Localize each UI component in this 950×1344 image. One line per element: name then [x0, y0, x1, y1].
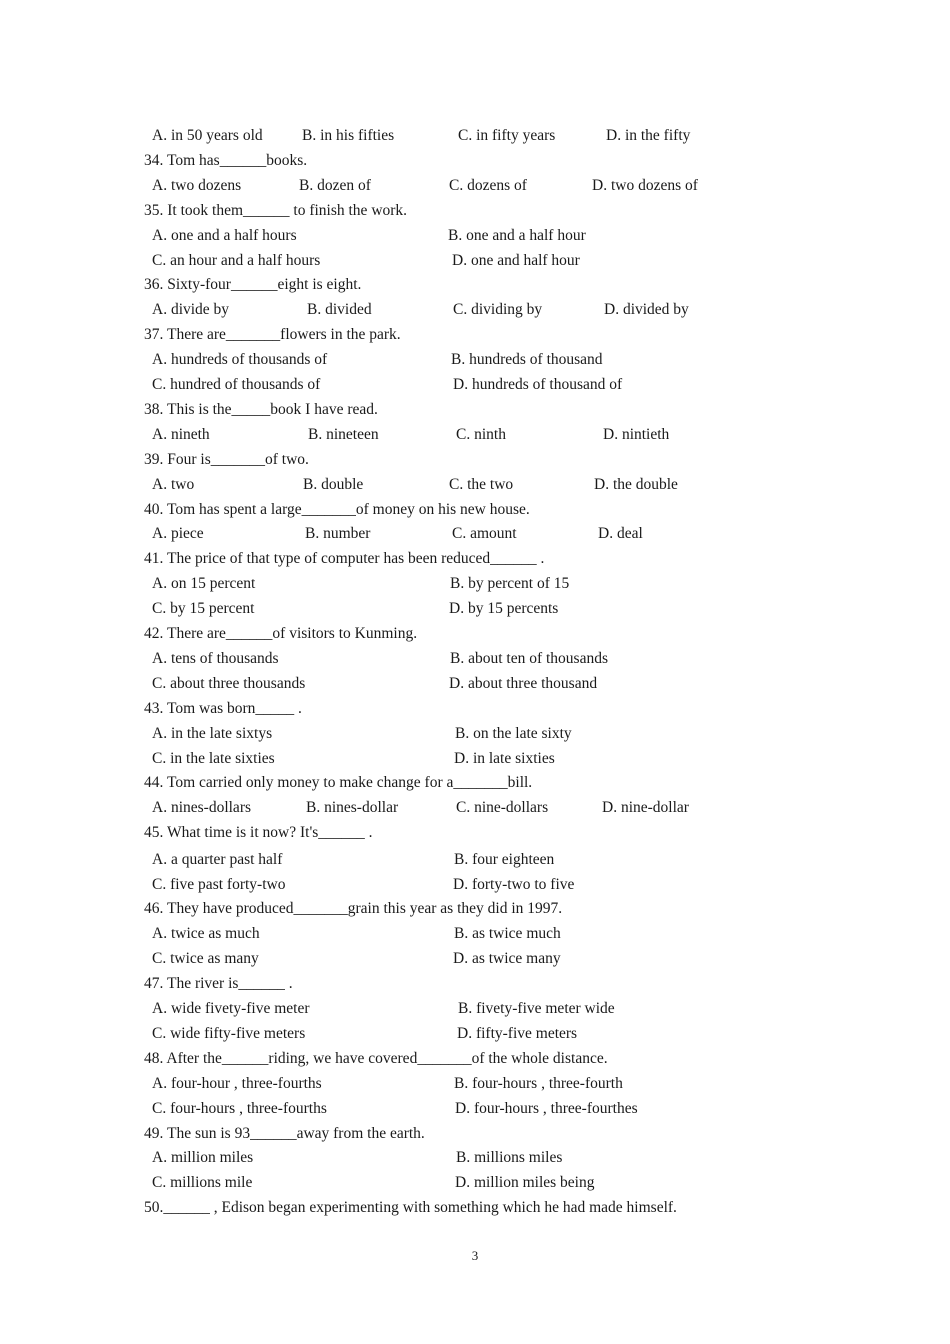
- answer-option: A. nineth: [152, 426, 210, 443]
- answer-option: B. double: [303, 476, 364, 493]
- answer-option: A. in the late sixtys: [152, 725, 273, 742]
- option-row: [0, 1146, 950, 1170]
- option-row: [0, 647, 950, 671]
- answer-option: A. nines-dollars: [152, 799, 252, 816]
- option-row: [0, 522, 950, 546]
- answer-option: C. dozens of: [449, 177, 527, 194]
- option-row: [0, 1072, 950, 1096]
- option-row: [0, 124, 950, 148]
- answer-option: C. dividing by: [453, 301, 543, 318]
- answer-option: D. forty-two to five: [453, 876, 575, 893]
- answer-option: B. millions miles: [456, 1149, 563, 1166]
- option-row: [0, 722, 950, 746]
- question-stem: 46. They have produced_______grain this year as they did in 1997.: [144, 900, 563, 917]
- answer-option: D. nine-dollar: [602, 799, 689, 816]
- answer-option: B. fivety-five meter wide: [458, 1000, 615, 1017]
- option-row: [0, 348, 950, 372]
- option-row: [0, 873, 950, 897]
- answer-option: A. divide by: [152, 301, 230, 318]
- answer-option: C. five past forty-two: [152, 876, 286, 893]
- answer-option: C. four-hours , three-fourths: [152, 1100, 327, 1117]
- question-stem: 38. This is the_____book I have read.: [144, 401, 378, 418]
- option-row: [0, 174, 950, 198]
- answer-option: C. nine-dollars: [456, 799, 549, 816]
- question-stem: 49. The sun is 93______away from the earth.: [144, 1125, 425, 1142]
- question-stem: 40. Tom has spent a large_______of money on his new house.: [144, 501, 530, 518]
- answer-option: B. hundreds of thousand: [451, 351, 603, 368]
- answer-option: D. in late sixties: [454, 750, 555, 767]
- answer-option: A. in 50 years old: [152, 127, 263, 144]
- option-row: [0, 473, 950, 497]
- question-stem: 45. What time is it now? It's______ .: [144, 824, 373, 841]
- answer-option: D. hundreds of thousand of: [453, 376, 623, 393]
- question-stem: 50.______ , Edison began experimenting with something which he had made himself.: [144, 1199, 677, 1216]
- answer-option: C. in the late sixties: [152, 750, 275, 767]
- answer-option: C. ninth: [456, 426, 506, 443]
- question-stem: 41. The price of that type of computer has been reduced______ .: [144, 550, 545, 567]
- answer-option: B. divided: [307, 301, 372, 318]
- option-row: [0, 747, 950, 771]
- answer-option: A. twice as much: [152, 925, 260, 942]
- page-number: 3: [471, 1248, 479, 1263]
- answer-option: B. dozen of: [299, 177, 371, 194]
- option-row: [0, 848, 950, 872]
- option-row: [0, 947, 950, 971]
- option-row: [0, 1171, 950, 1195]
- answer-option: D. in the fifty: [606, 127, 691, 144]
- answer-option: D. million miles being: [455, 1174, 595, 1191]
- answer-option: A. wide fivety-five meter: [152, 1000, 310, 1017]
- option-row: [0, 423, 950, 447]
- answer-option: D. four-hours , three-fourthes: [455, 1100, 638, 1117]
- answer-option: A. one and a half hours: [152, 227, 297, 244]
- question-stem: 37. There are_______flowers in the park.: [144, 326, 401, 343]
- question-stem: 36. Sixty-four______eight is eight.: [144, 276, 362, 293]
- question-stem: 44. Tom carried only money to make change for a_______bill.: [144, 774, 533, 791]
- option-row: [0, 597, 950, 621]
- answer-option: B. on the late sixty: [455, 725, 572, 742]
- answer-option: C. twice as many: [152, 950, 259, 967]
- answer-option: C. about three thousands: [152, 675, 306, 692]
- answer-option: B. one and a half hour: [448, 227, 586, 244]
- question-stem: 43. Tom was born_____ .: [144, 700, 302, 717]
- question-stem: 47. The river is______ .: [144, 975, 293, 992]
- answer-option: A. hundreds of thousands of: [152, 351, 328, 368]
- answer-option: D. the double: [594, 476, 678, 493]
- answer-option: A. tens of thousands: [152, 650, 279, 667]
- answer-option: A. two: [152, 476, 195, 493]
- option-row: [0, 373, 950, 397]
- option-row: [0, 672, 950, 696]
- option-row: [0, 922, 950, 946]
- question-stem: 34. Tom has______books.: [144, 152, 308, 169]
- answer-option: D. about three thousand: [449, 675, 598, 692]
- option-row: [0, 572, 950, 596]
- answer-option: D. nintieth: [603, 426, 670, 443]
- answer-option: B. by percent of 15: [450, 575, 570, 592]
- answer-option: B. nines-dollar: [306, 799, 399, 816]
- option-row: [0, 997, 950, 1021]
- answer-option: C. wide fifty-five meters: [152, 1025, 306, 1042]
- answer-option: A. on 15 percent: [152, 575, 256, 592]
- question-stem: 48. After the______riding, we have covered_______of the whole distance.: [144, 1050, 608, 1067]
- answer-option: C. in fifty years: [458, 127, 556, 144]
- answer-option: B. four eighteen: [454, 851, 555, 868]
- option-row: [0, 796, 950, 820]
- answer-option: D. deal: [598, 525, 643, 542]
- answer-option: B. number: [305, 525, 371, 542]
- answer-option: A. a quarter past half: [152, 851, 283, 868]
- answer-option: B. as twice much: [454, 925, 561, 942]
- answer-option: B. about ten of thousands: [450, 650, 608, 667]
- answer-option: A. two dozens: [152, 177, 242, 194]
- answer-option: C. by 15 percent: [152, 600, 255, 617]
- option-row: [0, 249, 950, 273]
- answer-option: C. millions mile: [152, 1174, 253, 1191]
- answer-option: D. divided by: [604, 301, 689, 318]
- answer-option: D. two dozens of: [592, 177, 698, 194]
- answer-option: A. piece: [152, 525, 204, 542]
- question-stem: 42. There are______of visitors to Kunming.: [144, 625, 418, 642]
- option-row: [0, 1022, 950, 1046]
- answer-option: A. million miles: [152, 1149, 254, 1166]
- answer-option: B. in his fifties: [302, 127, 395, 144]
- option-row: [0, 224, 950, 248]
- answer-option: D. fifty-five meters: [457, 1025, 578, 1042]
- answer-option: B. four-hours , three-fourth: [454, 1075, 623, 1092]
- answer-option: C. amount: [452, 525, 517, 542]
- answer-option: A. four-hour , three-fourths: [152, 1075, 322, 1092]
- answer-option: C. the two: [449, 476, 514, 493]
- question-stem: 35. It took them______ to finish the work.: [144, 202, 408, 219]
- option-row: [0, 1097, 950, 1121]
- question-stem: 39. Four is_______of two.: [144, 451, 309, 468]
- answer-option: D. by 15 percents: [449, 600, 559, 617]
- answer-option: B. nineteen: [308, 426, 379, 443]
- answer-option: D. one and half hour: [452, 252, 580, 269]
- answer-option: D. as twice many: [453, 950, 561, 967]
- option-row: [0, 298, 950, 322]
- answer-option: C. hundred of thousands of: [152, 376, 321, 393]
- answer-option: C. an hour and a half hours: [152, 252, 321, 269]
